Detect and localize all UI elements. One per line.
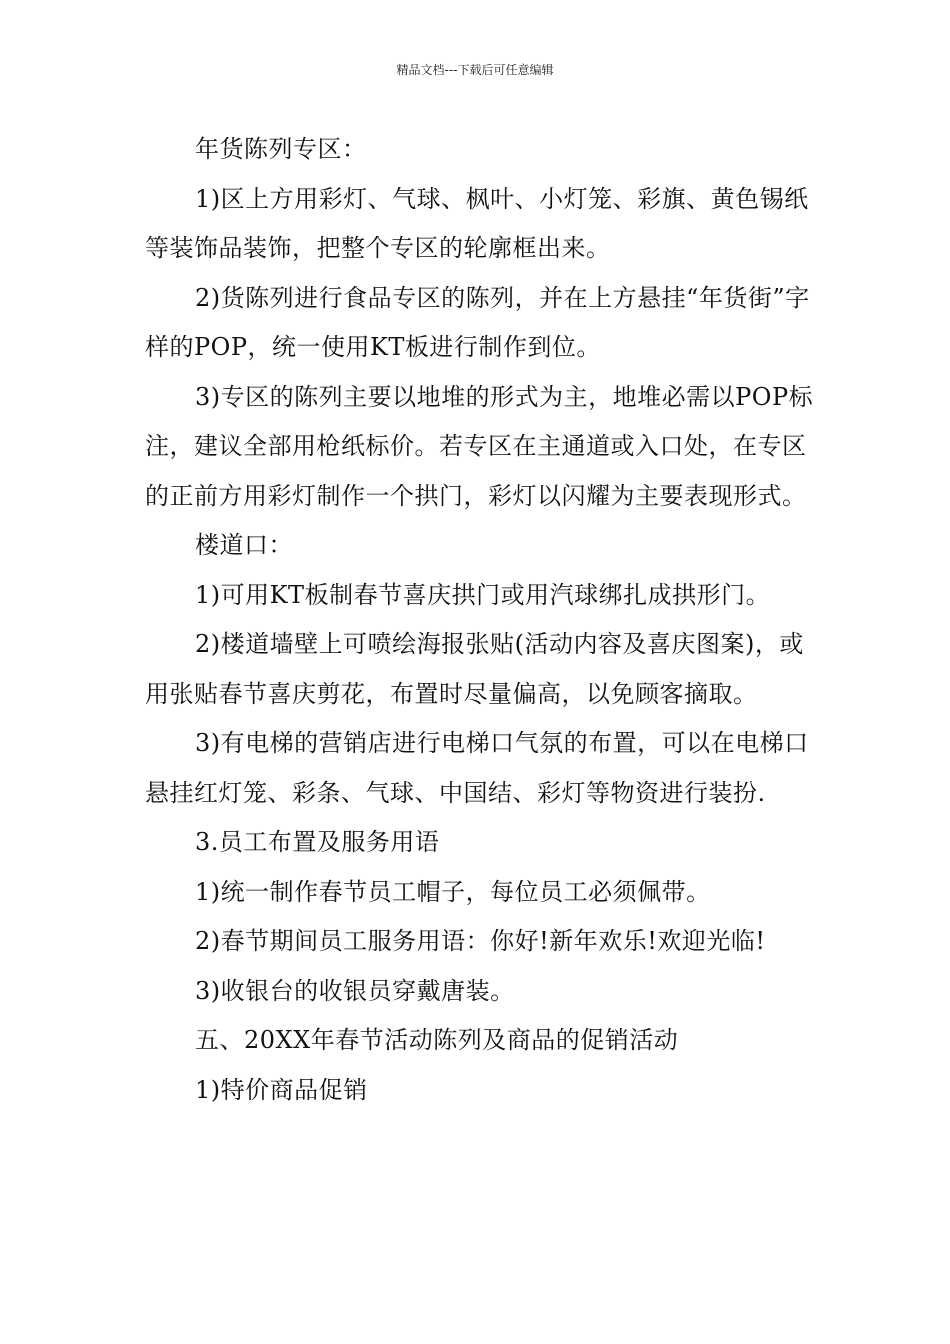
paragraph: 3)收银台的收银员穿戴唐装。	[195, 976, 515, 1005]
paragraph-section-heading: 年货陈列专区：	[195, 135, 367, 163]
paragraph: 1)区上方用彩灯、气球、枫叶、小灯笼、彩旗、黄色锡纸等装饰品装饰，把整个专区的轮廓框出来。	[145, 184, 809, 262]
document-body	[145, 125, 815, 1115]
paragraph-section-heading: 五、20XX年春节活动陈列及商品的促销活动	[195, 1026, 679, 1054]
paragraph: 1)统一制作春节员工帽子，每位员工必须佩带。	[195, 877, 711, 906]
paragraph: 3)专区的陈列主要以地堆的形式为主，地堆必需以POP标注，建议全部用枪纸标价。若专区在主通道或入口处，在专区的正前方用彩灯制作一个拱门，彩灯以闪耀为主要表现形式。	[145, 382, 814, 510]
paragraph: 1)可用KT板制春节喜庆拱门或用汽球绑扎成拱形门。	[195, 580, 771, 609]
page-header: 精品文档---下载后可任意编辑	[396, 63, 554, 77]
paragraph: 2)货陈列进行食品专区的陈列，并在上方悬挂“年货街”字样的POP，统一使用KT板进行制作到位。	[145, 283, 810, 361]
paragraph: 3)有电梯的营销店进行电梯口气氛的布置，可以在电梯口悬挂红灯笼、彩条、气球、中国结、彩灯等物资进行装扮.	[145, 729, 809, 807]
paragraph: 2)楼道墙壁上可喷绘海报张贴(活动内容及喜庆图案)，或用张贴春节喜庆剪花，布置时尽量偏高，以免顾客摘取。	[145, 630, 804, 708]
paragraph: 2)春节期间员工服务用语：你好!新年欢乐!欢迎光临!	[195, 927, 766, 955]
paragraph-section-heading: 楼道口：	[195, 531, 293, 559]
paragraph: 1)特价商品促销	[195, 1075, 368, 1104]
paragraph-section-heading: 3.员工布置及服务用语	[195, 828, 440, 856]
